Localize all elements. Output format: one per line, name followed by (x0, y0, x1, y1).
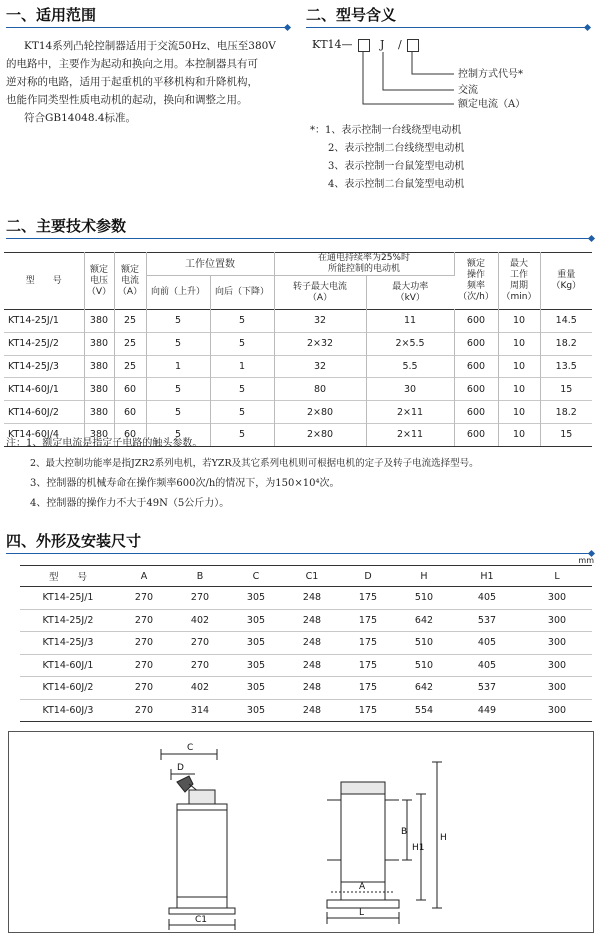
table-row (20, 677, 592, 700)
param-note-3: 3、控制器的机械寿命在操作频率600次/h的情况下，为150×10⁴次。 (30, 478, 340, 489)
param-note-4: 4、控制器的操作力不大于49N（5公斤力）。 (30, 498, 230, 509)
cell: 10 (498, 355, 540, 378)
section4-title: 四、外形及安装尺寸 (6, 532, 142, 550)
cell: 5 (210, 332, 274, 355)
th-h1: H1 (452, 566, 522, 587)
cell: 2×80 (274, 423, 366, 446)
model-prefix: KT14— (312, 38, 353, 51)
cell: 305 (228, 699, 284, 722)
cell: 600 (454, 378, 498, 401)
cell: 270 (172, 632, 228, 655)
cell: 10 (498, 332, 540, 355)
cell: 510 (396, 632, 452, 655)
cell: 305 (228, 587, 284, 610)
th-model: 型 号 (20, 566, 116, 587)
cell: 5 (210, 423, 274, 446)
cell: KT14-60J/2 (20, 677, 116, 700)
cell: 5 (210, 310, 274, 333)
th-c1: C1 (284, 566, 340, 587)
section4-rule (6, 553, 592, 554)
cell: KT14-25J/1 (20, 587, 116, 610)
cell: 10 (498, 401, 540, 424)
cell: 270 (172, 587, 228, 610)
cell: 1 (210, 355, 274, 378)
th-max-power: 最大功率 （kV） (366, 276, 454, 310)
cell: 60 (114, 423, 146, 446)
cell: 270 (172, 654, 228, 677)
model-label-control: 控制方式代号* (458, 69, 523, 80)
cell: 15 (540, 378, 592, 401)
cell: 14.5 (540, 310, 592, 333)
cell: 270 (116, 587, 172, 610)
cell: 300 (522, 654, 592, 677)
cell: 380 (84, 332, 114, 355)
th-rotor-current: 转子最大电流 （A） (274, 276, 366, 310)
cell: KT14-25J/2 (4, 332, 84, 355)
cell: 5 (146, 310, 210, 333)
cell: 270 (116, 699, 172, 722)
cell: 175 (340, 632, 396, 655)
cell: 80 (274, 378, 366, 401)
cell: 18.2 (540, 401, 592, 424)
cell: 402 (172, 609, 228, 632)
th-frequency: 额定 操作 频率 （次/h） (454, 253, 498, 310)
dim-label-h: H (440, 833, 447, 843)
cell: 449 (452, 699, 522, 722)
cell: 305 (228, 677, 284, 700)
tech-params-table (4, 252, 592, 447)
th-h: H (396, 566, 452, 587)
cell: 380 (84, 401, 114, 424)
table-row (4, 355, 592, 378)
model-note-1: *：1、表示控制一台线绕型电动机 (310, 125, 462, 136)
th-current: 额定 电流 （A） (114, 253, 146, 310)
cell: 300 (522, 699, 592, 722)
cell: 537 (452, 677, 522, 700)
cell: 30 (366, 378, 454, 401)
cell: 5 (146, 378, 210, 401)
table-row (4, 401, 592, 424)
th-positions: 工作位置数 (146, 253, 274, 276)
model-note-2: 2、表示控制二台线绕型电动机 (328, 143, 465, 154)
model-slash: / (398, 38, 402, 51)
th-a: A (116, 566, 172, 587)
section2-rule (306, 27, 588, 28)
side-view (161, 749, 235, 930)
cell: 11 (366, 310, 454, 333)
cell: 60 (114, 378, 146, 401)
model-code (312, 38, 353, 51)
section3-title: 二、主要技术参数 (6, 217, 127, 235)
cell: 554 (396, 699, 452, 722)
cell: 248 (284, 632, 340, 655)
section1-line-2: 的电路中，主要作为起动和换向之用。本控制器具有可 (6, 58, 258, 70)
cell: 402 (172, 677, 228, 700)
cell: 305 (228, 609, 284, 632)
cell: 5 (146, 423, 210, 446)
table-row (20, 699, 592, 722)
th-backward: 向后（下降） (210, 276, 274, 310)
cell: 537 (452, 609, 522, 632)
table-row (4, 310, 592, 333)
dim-label-d: D (177, 763, 184, 773)
cell: KT14-25J/1 (4, 310, 84, 333)
cell: 248 (284, 587, 340, 610)
cell: 5 (146, 332, 210, 355)
table-row (4, 378, 592, 401)
cell: 270 (116, 632, 172, 655)
cell: 600 (454, 355, 498, 378)
cell: 32 (274, 310, 366, 333)
cell: 10 (498, 378, 540, 401)
model-note-3: 3、表示控制一台鼠笼型电动机 (328, 161, 465, 172)
cell: KT14-60J/1 (20, 654, 116, 677)
model-label-current: 额定电流（A） (458, 99, 526, 110)
cell: 175 (340, 587, 396, 610)
cell: 18.2 (540, 332, 592, 355)
th-b: B (172, 566, 228, 587)
cell: 2×80 (274, 401, 366, 424)
section1-line-4: 也能作同类型性质电动机的起动，换向和调整之用。 (6, 94, 248, 106)
cell: 248 (284, 609, 340, 632)
cell: 300 (522, 632, 592, 655)
outline-drawing (8, 731, 594, 933)
unit-label: mm (578, 556, 594, 565)
cell: KT14-25J/3 (4, 355, 84, 378)
cell: 300 (522, 609, 592, 632)
cell: 175 (340, 609, 396, 632)
cell: 305 (228, 632, 284, 655)
cell: 5 (210, 401, 274, 424)
cell: 13.5 (540, 355, 592, 378)
th-period: 最大 工作 周期 （min） (498, 253, 540, 310)
cell: 15 (540, 423, 592, 446)
cell: 600 (454, 332, 498, 355)
cell: KT14-60J/4 (4, 423, 84, 446)
cell: 25 (114, 310, 146, 333)
cell: 25 (114, 332, 146, 355)
th-c: C (228, 566, 284, 587)
cell: 510 (396, 587, 452, 610)
dim-label-l: L (359, 908, 365, 918)
section1-title: 一、适用范围 (6, 6, 97, 24)
section1-line-3: 逆对称的电路，适用于起重机的平移机构和升降机构， (6, 76, 258, 88)
cell: 175 (340, 699, 396, 722)
cell: 510 (396, 654, 452, 677)
cell: KT14-60J/2 (4, 401, 84, 424)
model-bracket-lines (350, 50, 460, 112)
cell: 642 (396, 677, 452, 700)
th-weight: 重量 （Kg） (540, 253, 592, 310)
th-model: 型 号 (4, 253, 84, 310)
cell: 248 (284, 677, 340, 700)
dim-label-c1: C1 (195, 915, 208, 925)
section1-rule (6, 27, 288, 28)
cell: KT14-25J/2 (20, 609, 116, 632)
param-note-1: 注：1、额定电流是指定子电路的触头参数。 (6, 438, 203, 449)
cell: 642 (396, 609, 452, 632)
cell: 270 (116, 677, 172, 700)
cell: 314 (172, 699, 228, 722)
cell: KT14-25J/3 (20, 632, 116, 655)
cell: 405 (452, 654, 522, 677)
cell: 600 (454, 423, 498, 446)
model-label-ac: 交流 (458, 85, 478, 96)
cell: 380 (84, 310, 114, 333)
dim-label-a: A (359, 882, 366, 892)
model-j: J (380, 38, 385, 51)
section2-title: 二、型号含义 (306, 6, 397, 24)
cell: 2×11 (366, 401, 454, 424)
outline-drawing-svg (9, 732, 593, 932)
cell: 175 (340, 677, 396, 700)
dim-label-h1: H1 (412, 843, 425, 853)
cell: 5 (210, 378, 274, 401)
cell: KT14-60J/3 (20, 699, 116, 722)
section3-rule (6, 238, 592, 239)
model-note-4: 4、表示控制二台鼠笼型电动机 (328, 179, 465, 190)
table-row (20, 632, 592, 655)
param-note-2: 2、最大控制功能率是指JZR2系列电机，若YZR及其它系列电机则可根据电机的定子及转子电流选择型号。 (30, 458, 479, 469)
cell: 600 (454, 401, 498, 424)
section1-line-1: KT14系列凸轮控制器适用于交流50Hz、电压至380V (24, 40, 276, 52)
cell: 25 (114, 355, 146, 378)
th-l: L (522, 566, 592, 587)
dim-label-b: B (401, 827, 408, 837)
cell: KT14-60J/1 (4, 378, 84, 401)
cell: 380 (84, 423, 114, 446)
cell: 1 (146, 355, 210, 378)
th-forward: 向前（上升） (146, 276, 210, 310)
cell: 248 (284, 654, 340, 677)
cell: 2×32 (274, 332, 366, 355)
cell: 2×11 (366, 423, 454, 446)
cell: 380 (84, 378, 114, 401)
cell: 175 (340, 654, 396, 677)
dimensions-table (20, 565, 592, 722)
cell: 300 (522, 587, 592, 610)
cell: 5.5 (366, 355, 454, 378)
cell: 405 (452, 587, 522, 610)
front-view (327, 762, 442, 924)
cell: 60 (114, 401, 146, 424)
cell: 2×5.5 (366, 332, 454, 355)
cell: 270 (116, 654, 172, 677)
table-row (4, 332, 592, 355)
cell: 305 (228, 654, 284, 677)
table-row (20, 654, 592, 677)
section1-standard: 符合GB14048.4标准。 (24, 112, 137, 124)
cell: 380 (84, 355, 114, 378)
cell: 248 (284, 699, 340, 722)
th-motor-group: 在通电持续率为25%时 所能控制的电动机 (274, 253, 454, 276)
cell: 5 (146, 401, 210, 424)
table-row (20, 609, 592, 632)
th-d: D (340, 566, 396, 587)
cell: 300 (522, 677, 592, 700)
table-row (20, 587, 592, 610)
th-voltage: 额定 电压 （V） (84, 253, 114, 310)
dim-label-c: C (187, 743, 194, 753)
cell: 10 (498, 310, 540, 333)
cell: 270 (116, 609, 172, 632)
cell: 32 (274, 355, 366, 378)
cell: 10 (498, 423, 540, 446)
cell: 600 (454, 310, 498, 333)
cell: 405 (452, 632, 522, 655)
